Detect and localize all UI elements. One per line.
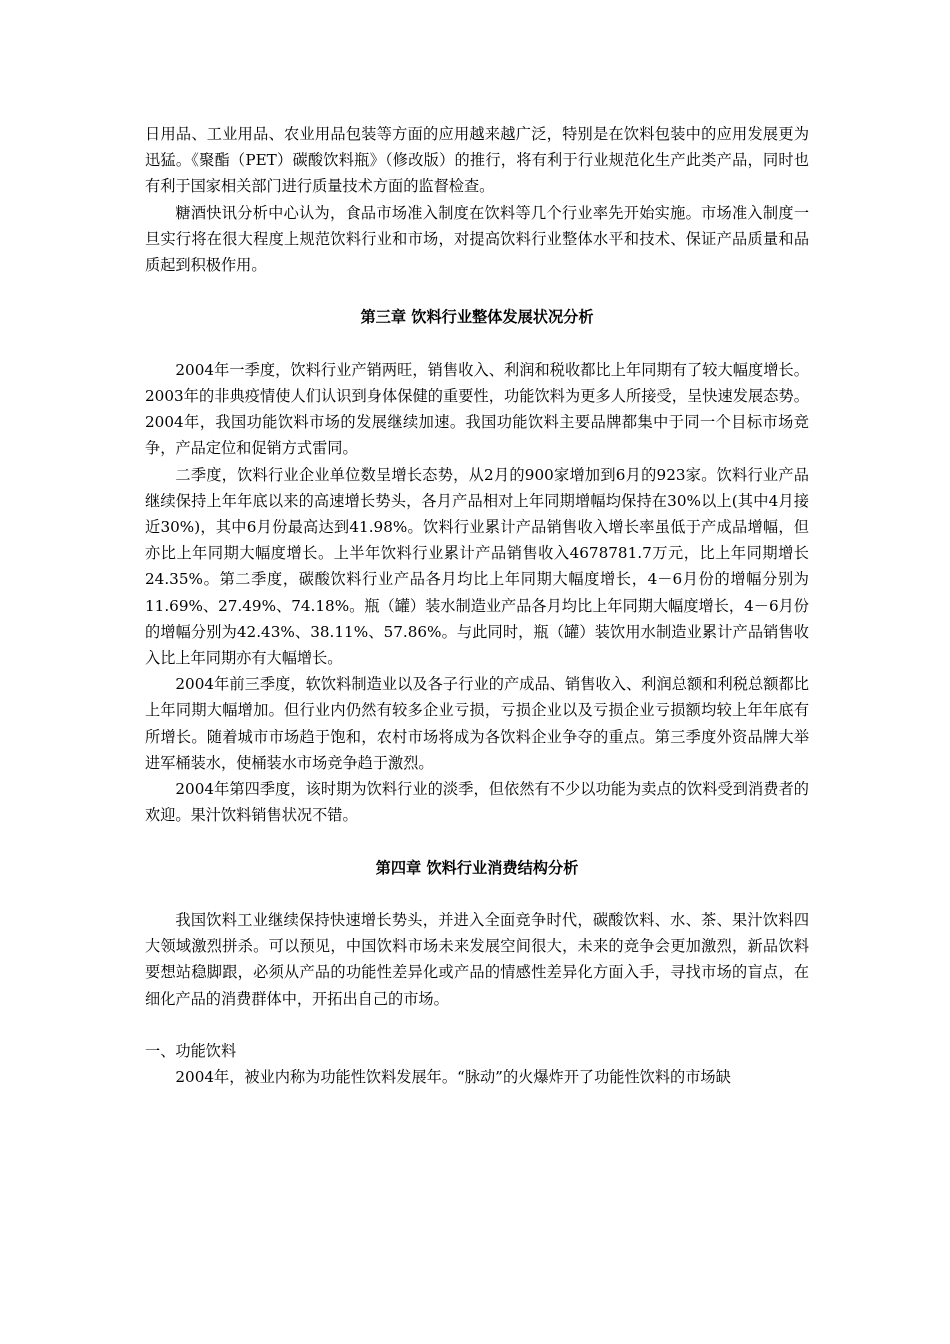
paragraph-packaging: 日用品、工业用品、农业用品包装等方面的应用越来越广泛，特别是在饮料包装中的应用发展更为迅猛。《聚酯（PET）碳酸饮料瓶》（修改版）的推行，将有利于行业规范化生产此类产品，同时也有利于国家相关部门进行质量技术方面的监督检查。 (145, 125, 809, 196)
document-body (145, 121, 809, 1090)
spacer (145, 331, 809, 357)
paragraph-functional-drinks: 2004年，被业内称为功能性饮料发展年。“脉动”的火爆炸开了功能性饮料的市场缺 (175, 1068, 731, 1087)
spacer (145, 1012, 809, 1038)
paragraph-q4: 2004年第四季度，该时期为饮料行业的淡季，但依然有不少以功能为卖点的饮料受到消费者的欢迎。果汁饮料销售状况不错。 (145, 780, 809, 825)
paragraph-consumption-intro: 我国饮料工业继续保持快速增长势头，并进入全面竞争时代，碳酸饮料、水、茶、果汁饮料四大领域激烈拼杀。可以预见，中国饮料市场未来发展空间很大，未来的竞争会更加激烈，新品饮料要想站稳脚跟，必须从产品的功能性差异化或产品的情感性差异化方面入手，寻找市场的盲点，在细化产品的消费群体中，开拓出自己的市场。 (145, 911, 809, 1008)
spacer (145, 278, 809, 304)
spacer (145, 828, 809, 854)
paragraph-q1: 2004年一季度，饮料行业产销两旺，销售收入、利润和税收都比上年同期有了较大幅度增长。2003年的非典疫情使人们认识到身体保健的重要性，功能饮料为更多人所接受，呈快速发展态势。2004年，我国功能饮料市场的发展继续加速。我国功能饮料主要品牌都集中于同一个目标市场竞争，产品定位和促销方式雷同。 (145, 360, 809, 458)
paragraph-market-access: 糖酒快讯分析中心认为，食品市场准入制度在饮料等几个行业率先开始实施。市场准入制度一旦实行将在很大程度上规范饮料行业和市场，对提高饮料行业整体水平和技术、保证产品质量和品质起到积极作用。 (145, 203, 809, 275)
spacer (145, 881, 809, 907)
chapter-4-title: 第四章 饮料行业消费结构分析 (375, 858, 579, 877)
paragraph-q2: 二季度，饮料行业企业单位数呈增长态势，从2月的900家增加到6月的923家。饮料行业产品继续保持上年年底以来的高速增长势头，各月产品相对上年同期增幅均保持在30%以上(其中4月接近30%)，其中6月份最高达到41.98%。饮料行业累计产品销售收入增长率虽低于产成品增幅，但亦比上年同期大幅度增长。上半年饮料行业累计产品销售收入4678781.7万元，比上年同期增长24.35%。第二季度，碳酸饮料行业产品各月均比上年同期大幅度增长，4－6月份的增幅分别为11.69%、27.49%、74.18%。瓶（罐）装水制造业产品各月均比上年同期大幅度增长，4－6月份的增幅分别为42.43%、38.11%、57.86%。与此同时，瓶（罐）装饮用水制造业累计产品销售收入比上年同期亦有大幅增长。 (145, 465, 809, 668)
section-heading-functional-drinks: 一、功能饮料 (145, 1042, 237, 1061)
chapter-3-title: 第三章 饮料行业整体发展状况分析 (360, 308, 594, 327)
paragraph-q3: 2004年前三季度，软饮料制造业以及各子行业的产成品、销售收入、利润总额和利税总额都比上年同期大幅增加。但行业内仍然有较多企业亏损，亏损企业以及亏损企业亏损额均较上年年底有所增长。随着城市市场趋于饱和，农村市场将成为各饮料企业争夺的重点。第三季度外资品牌大举进军桶装水，使桶装水市场竞争趋于激烈。 (145, 675, 809, 772)
